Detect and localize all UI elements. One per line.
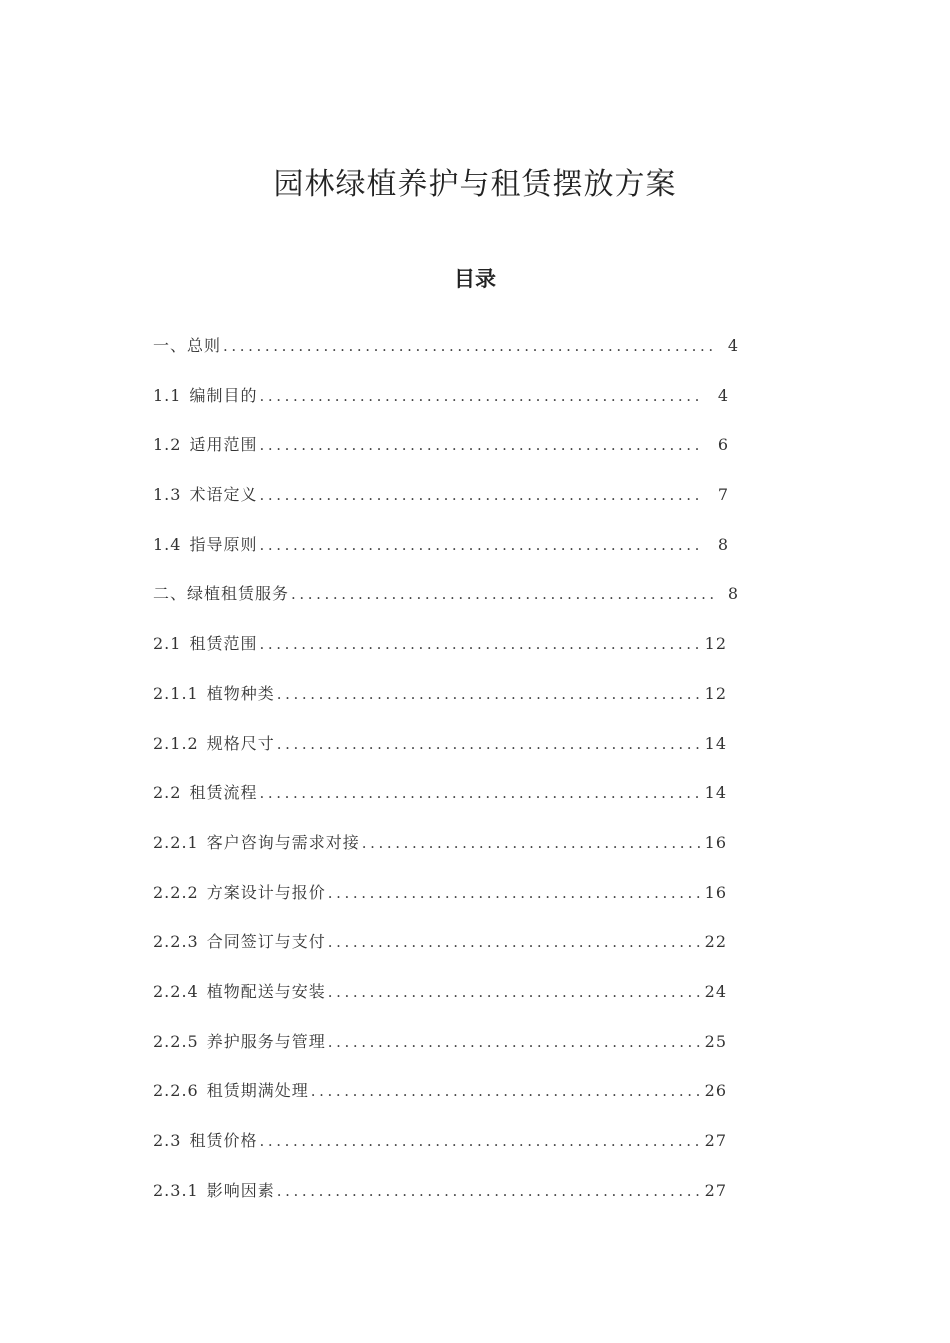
toc-entry-page: 8 <box>717 534 729 554</box>
toc-entry-label: 绿植租赁服务 <box>187 584 290 604</box>
toc-entry-2-1[interactable] <box>153 625 739 675</box>
toc-entry-label: 租赁价格 <box>189 1131 258 1150</box>
toc-dot-leader <box>328 923 701 961</box>
toc-entry-label: 租赁期满处理 <box>206 1081 309 1101</box>
toc-entry-label: 租赁流程 <box>189 783 258 803</box>
toc-entry-label: 术语定义 <box>189 485 258 505</box>
toc-entry-2-2-6[interactable] <box>153 1072 739 1122</box>
toc-dot-leader <box>259 476 703 514</box>
toc-entry-label: 总则 <box>187 336 222 355</box>
toc-entry-number: 2.2.4 <box>153 981 199 1001</box>
toc-entry-page: 12 <box>704 683 727 703</box>
toc-entry-number: 2.1.1 <box>153 683 199 703</box>
toc-dot-leader <box>328 1023 701 1061</box>
toc-dot-leader <box>328 874 701 912</box>
toc-entry-page: 26 <box>704 1081 727 1101</box>
toc-entry-page: 16 <box>704 882 727 902</box>
toc-heading: 目录 <box>454 267 496 291</box>
toc-entry-page: 25 <box>704 1031 727 1051</box>
toc-entry-1[interactable] <box>153 327 739 377</box>
toc-entry-number: 2.2.5 <box>153 1031 199 1051</box>
toc-dot-leader <box>259 625 700 663</box>
toc-entry-2-2-1[interactable] <box>153 824 739 874</box>
toc-entry-label: 适用范围 <box>189 435 258 455</box>
toc-dot-leader <box>311 1072 701 1110</box>
toc-entry-1-2[interactable] <box>153 426 739 476</box>
toc-entry-page: 27 <box>704 1180 727 1200</box>
toc-dot-leader <box>277 1172 701 1210</box>
toc-entry-page: 12 <box>704 634 727 654</box>
toc-entry-2-3-1[interactable] <box>153 1172 739 1222</box>
toc-entry-number: 2.1.2 <box>153 733 199 753</box>
toc-entry-1-1[interactable] <box>153 377 739 427</box>
toc-entry-number: 1.4 <box>153 534 182 554</box>
document-title: 园林绿植养护与租赁摆放方案 <box>273 167 677 202</box>
toc-dot-leader <box>277 675 701 713</box>
toc-entry-label: 合同签订与支付 <box>206 932 326 952</box>
toc-entry-2-2-4[interactable] <box>153 973 739 1023</box>
toc-entry-label: 方案设计与报价 <box>206 882 326 902</box>
toc-entry-number: 一、 <box>153 336 188 355</box>
toc-entry-label: 租赁范围 <box>189 634 258 654</box>
toc-entry-label: 指导原则 <box>189 534 258 554</box>
toc-entry-1-3[interactable] <box>153 476 739 526</box>
toc-dot-leader <box>223 327 713 365</box>
toc-entry-page: 8 <box>727 584 739 604</box>
toc-dot-leader <box>259 426 703 464</box>
toc-entry-number: 2.2.3 <box>153 932 199 952</box>
toc-entry-label: 客户咨询与需求对接 <box>206 832 360 852</box>
toc-dot-leader <box>291 575 713 613</box>
table-of-contents <box>153 327 739 1221</box>
toc-entry-label: 编制目的 <box>189 385 258 405</box>
toc-entry-2[interactable] <box>153 575 739 625</box>
toc-entry-label: 养护服务与管理 <box>206 1031 326 1051</box>
toc-entry-2-1-1[interactable] <box>153 675 739 725</box>
toc-entry-number: 1.2 <box>153 435 182 455</box>
toc-entry-1-4[interactable] <box>153 526 739 576</box>
toc-dot-leader <box>259 774 700 812</box>
toc-entry-number: 2.2.2 <box>153 882 199 902</box>
toc-entry-number: 2.1 <box>153 634 182 654</box>
toc-entry-label: 影响因素 <box>206 1180 275 1200</box>
toc-entry-page: 6 <box>717 435 729 455</box>
toc-dot-leader <box>362 824 701 862</box>
toc-entry-2-2-2[interactable] <box>153 874 739 924</box>
toc-entry-page: 4 <box>727 336 739 355</box>
toc-entry-page: 16 <box>704 832 727 852</box>
toc-entry-number: 2.2.1 <box>153 832 199 852</box>
toc-entry-2-2-5[interactable] <box>153 1023 739 1073</box>
toc-entry-page: 7 <box>717 485 729 505</box>
toc-entry-number: 2.3.1 <box>153 1180 199 1200</box>
toc-entry-number: 1.1 <box>153 385 182 405</box>
toc-entry-label: 植物种类 <box>206 683 275 703</box>
toc-entry-page: 4 <box>717 385 729 405</box>
toc-entry-number: 2.3 <box>153 1131 182 1150</box>
toc-dot-leader <box>328 973 701 1011</box>
toc-entry-label: 规格尺寸 <box>206 733 275 753</box>
toc-entry-number: 1.3 <box>153 485 182 505</box>
toc-entry-page: 27 <box>704 1131 727 1150</box>
toc-entry-number: 2.2 <box>153 783 182 803</box>
toc-entry-page: 24 <box>704 981 727 1001</box>
toc-dot-leader <box>277 725 701 763</box>
toc-entry-2-2-3[interactable] <box>153 923 739 973</box>
toc-entry-label: 植物配送与安装 <box>206 981 326 1001</box>
toc-entry-number: 2.2.6 <box>153 1081 199 1101</box>
toc-entry-2-1-2[interactable] <box>153 725 739 775</box>
toc-entry-2-3[interactable] <box>153 1122 739 1172</box>
toc-dot-leader <box>259 377 703 415</box>
toc-entry-page: 22 <box>704 932 727 952</box>
toc-entry-page: 14 <box>704 733 727 753</box>
toc-entry-page: 14 <box>704 783 727 803</box>
toc-dot-leader <box>259 526 703 564</box>
toc-entry-2-2[interactable] <box>153 774 739 824</box>
toc-entry-number: 二、 <box>153 584 188 604</box>
toc-dot-leader <box>259 1122 700 1160</box>
